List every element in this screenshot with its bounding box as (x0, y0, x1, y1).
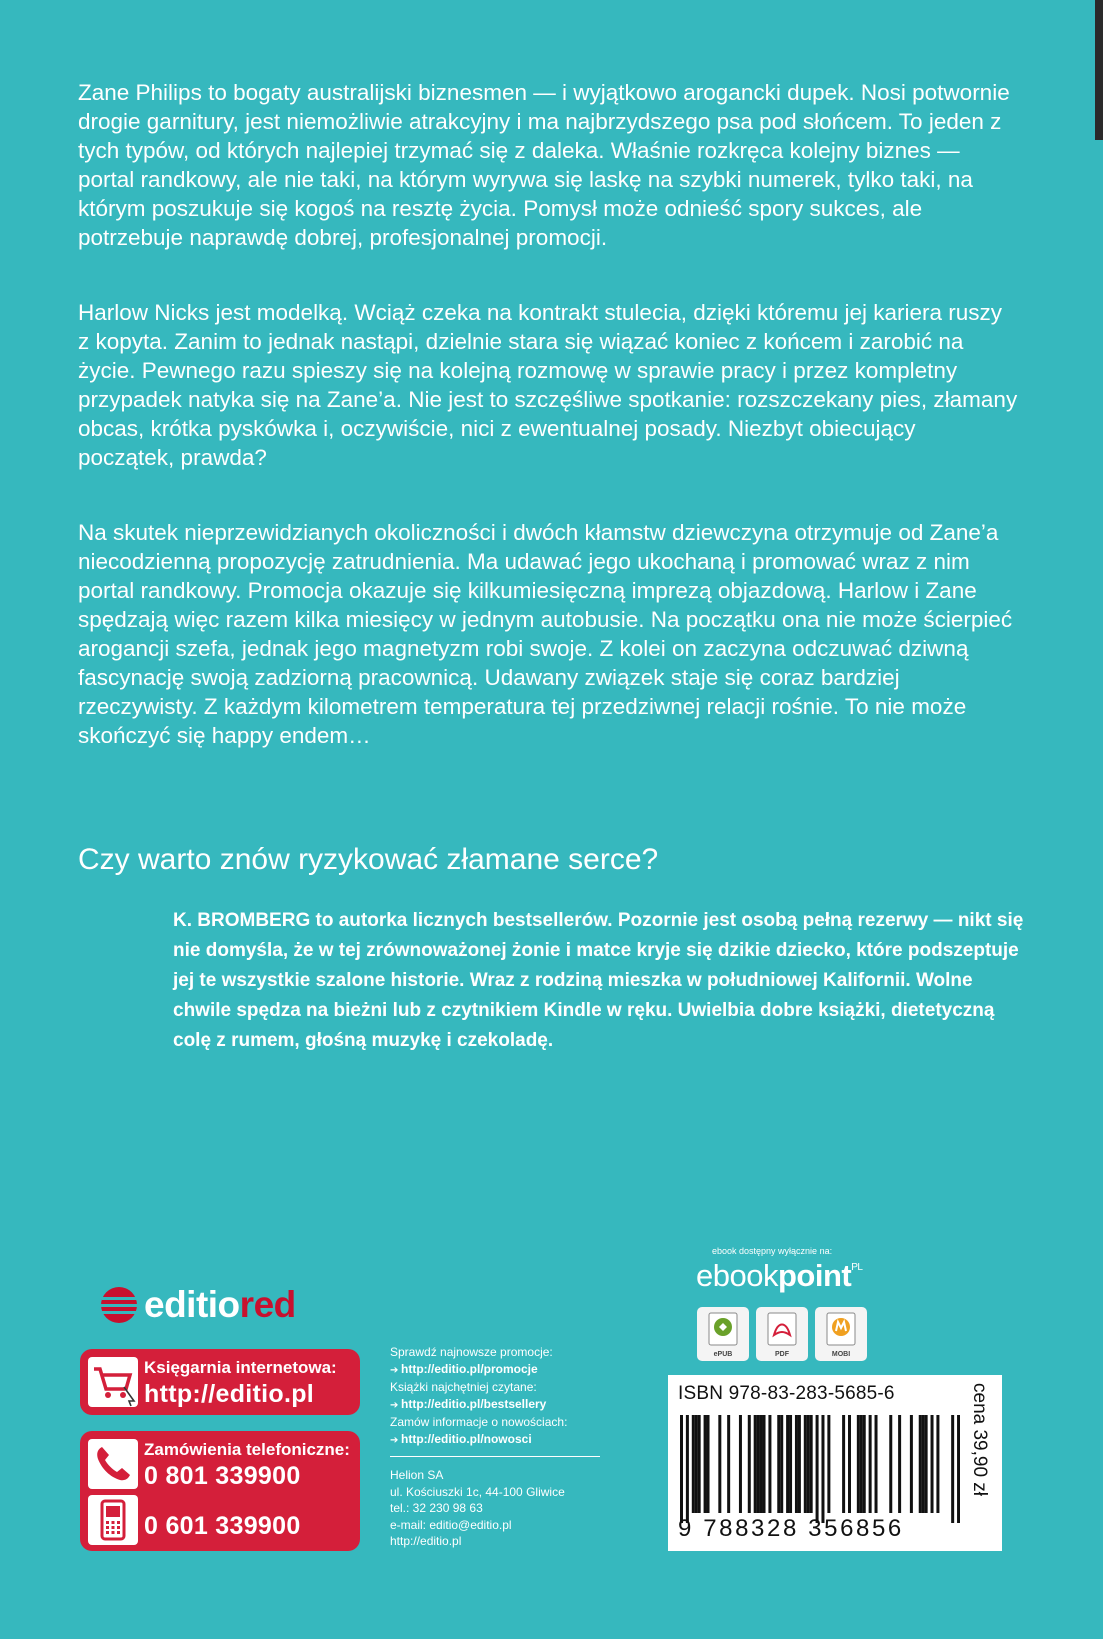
barcode-bar (739, 1415, 742, 1513)
logo-text-editio: editio (144, 1284, 240, 1325)
author-bio-text: to autorka licznych bestsellerów. Pozornie jest osobą pełną rezerwy — nikt się nie domyśla, że w tej zrównoważonej żonie i matce kryje się dzikie dziecko, które podszeptuje jej te wszystkie szalone historie. Wraz z rodziną mieszka w południowej Kalifornii. Wolne chwile spędza na bieżni lub z czytnikiem Kindle w ręku. Uwielbia dobre książki, dietetyczną colę z rumem, głośną muzykę i czekoladę. (173, 910, 1024, 1051)
blurb-paragraph-2: Harlow Nicks jest modelką. Wciąż czeka na kontrakt stulecia, dzięki któremu jej kariera ruszy z kopyta. Zanim to jednak nastąpi, dzielnie stara się wiązać koniec z końcem i zarobić na życie. Pewnego razu spieszy się na kolejną rozmowę w sprawie pracy i przez kompletny przypadek natyka się na Zane’a. Nie jest to szczęśliwe spotkanie: rozszczekany pies, złamany obcas, krótka pyskówka i, oczywiście, nici z ewentualnej posady. Niezbyt obiecujący początek, prawda? (78, 300, 1018, 470)
barcode-bar (910, 1415, 913, 1513)
blurb-paragraph-3: Na skutek nieprzewidzianych okoliczności i dwóch kłamstw dziewczyna otrzymuje od Zane’a niecodzienną propozycję zatrudnienia. Ma udawać jego ukochaną i promować wraz z nim portal randkowy. Promocja okazuje się kilkumiesięczną imprezą objazdową. Harlow i Zane spędzają więc razem kilka miesięcy w jednym autobusie. Na początku ona nie może ścierpieć arogancji szefa, jednak jego magnetyzm robi swoje. Z kolei on zaczyna odczuwać dziwną fascynację swoją zadziorną pracownicą. Udawany związek staje się coraz bardziej rzeczywisty. Z każdym kilometrem temperatura tej przedziwnej relacji rośnie. To nie może skończyć się happy endem… (78, 520, 1013, 748)
promo-line-bestsellers: Książki najchętniej czytane: (390, 1380, 537, 1394)
barcode-bar (760, 1415, 763, 1513)
publisher-info (390, 1344, 600, 1550)
barcode-bar (798, 1415, 801, 1513)
phone-orders-label: Zamówienia telefoniczne: (144, 1440, 350, 1459)
format-epub-icon (697, 1307, 749, 1361)
ebook-availability-note: ebook dostępny wyłącznie na: (712, 1246, 833, 1256)
barcode (680, 1415, 960, 1523)
promo-link-promotions[interactable]: http://editio.pl/promocje (401, 1361, 538, 1376)
barcode-bar (842, 1415, 845, 1513)
barcode-bar (807, 1415, 810, 1513)
barcode-bar (777, 1415, 780, 1513)
barcode-bar (763, 1415, 766, 1513)
barcode-bar (804, 1415, 807, 1513)
barcode-bar (869, 1415, 872, 1513)
barcode-bar (951, 1415, 954, 1523)
editio-logo-icon (100, 1286, 138, 1324)
barcode-bar (919, 1415, 922, 1513)
company-phone: tel.: 32 230 98 63 (390, 1501, 483, 1515)
barcode-bar (795, 1415, 798, 1513)
barcode-bar (757, 1415, 760, 1513)
barcode-bar (936, 1415, 939, 1513)
isbn: ISBN 978-83-283-5685-6 (678, 1383, 895, 1404)
barcode-bar (680, 1415, 683, 1523)
barcode-bar (922, 1415, 925, 1513)
format-epub-label: ePUB (713, 1351, 733, 1358)
barcode-bar (857, 1415, 860, 1513)
barcode-bar (698, 1415, 701, 1513)
arrow-icon: ➔ (390, 1364, 399, 1376)
company-email[interactable]: e-mail: editio@editio.pl (390, 1517, 512, 1532)
ebookpoint-logo-part2: point (777, 1258, 852, 1293)
barcode-panel (668, 1375, 1002, 1551)
company-website[interactable]: http://editio.pl (390, 1534, 462, 1548)
promo-link-bestsellers[interactable]: http://editio.pl/bestsellery (401, 1396, 547, 1411)
barcode-bar (860, 1415, 863, 1513)
barcode-bar (957, 1415, 960, 1523)
barcode-bar (931, 1415, 934, 1513)
barcode-bar (821, 1415, 824, 1523)
shopping-cart-icon (88, 1357, 138, 1407)
phone-icon (88, 1439, 138, 1489)
barcode-bar (695, 1415, 698, 1513)
barcode-bar (898, 1415, 901, 1513)
bookstore-label: Księgarnia internetowa: (144, 1358, 337, 1377)
ebookpoint-logo-sup: PL (851, 1262, 863, 1273)
ebookpoint-logo-part1: ebook (696, 1258, 778, 1293)
arrow-icon: ➔ (390, 1434, 399, 1446)
company-name: Helion SA (390, 1468, 444, 1482)
barcode-bar (727, 1415, 730, 1513)
tagline: Czy warto znów ryzykować złamane serce? (78, 843, 659, 876)
barcode-bar (827, 1415, 830, 1513)
ean-number: 9 788328 356856 (678, 1515, 904, 1542)
company-address: ul. Kościuszki 1c, 44-100 Gliwice (390, 1484, 565, 1499)
barcode-bar (816, 1415, 819, 1523)
promo-link-news[interactable]: http://editio.pl/nowosci (401, 1431, 532, 1446)
online-bookstore-box[interactable] (80, 1349, 360, 1415)
page-edge-shadow (1095, 0, 1103, 140)
barcode-bar (810, 1415, 813, 1513)
barcode-bar (748, 1415, 751, 1513)
barcode-bar (789, 1415, 792, 1513)
barcode-bar (925, 1415, 928, 1513)
barcode-bar (863, 1415, 866, 1513)
phone-number-mobile[interactable]: 0 601 339900 (144, 1512, 301, 1540)
ebookpoint-logo (696, 1258, 862, 1294)
logo-text-red: red (239, 1284, 296, 1325)
barcode-bar (704, 1415, 707, 1513)
author-bio (173, 906, 1033, 1056)
barcode-bar (780, 1415, 783, 1513)
phone-orders-box (80, 1431, 360, 1551)
format-mobi-icon (815, 1307, 867, 1361)
promo-line-news: Zamów informacje o nowościach: (390, 1415, 568, 1429)
barcode-bar (686, 1415, 689, 1523)
price: cena 39,90 zł (969, 1383, 990, 1497)
barcode-bar (889, 1415, 892, 1513)
format-pdf-icon (756, 1307, 808, 1361)
barcode-bar (875, 1415, 878, 1513)
barcode-bar (692, 1415, 695, 1513)
book-blurb (78, 78, 1018, 796)
barcode-bar (718, 1415, 721, 1513)
barcode-bar (848, 1415, 851, 1513)
arrow-icon: ➔ (390, 1399, 399, 1411)
barcode-bar (786, 1415, 789, 1513)
author-name: K. BROMBERG (173, 910, 311, 931)
format-mobi-label: MOBI (831, 1351, 851, 1358)
phone-number-landline[interactable]: 0 801 339900 (144, 1462, 301, 1490)
barcode-bar (754, 1415, 757, 1513)
publisher-logo (100, 1284, 296, 1326)
barcode-bar (768, 1415, 771, 1513)
barcode-bar (707, 1415, 710, 1513)
blurb-paragraph-1: Zane Philips to bogaty australijski biznesmen — i wyjątkowo arogancki dupek. Nosi potwornie drogie garnitury, jest niemożliwie atrakcyjny i ma najbrzydszego psa pod słońcem. To jeden z tych typów, od których najlepiej trzymać się z daleka. Właśnie rozkręca kolejny biznes — portal randkowy, ale nie taki, na którym wyrywa się laskę na szybki numerek, tylko taki, na którym poszukuje się kogoś na resztę życia. Pomysł może odnieść spory sukces, ale potrzebuje naprawdę dobrej, profesjonalnej promocji. (78, 80, 1010, 250)
format-pdf-label: PDF (775, 1351, 789, 1358)
bookstore-url[interactable]: http://editio.pl (144, 1380, 315, 1408)
divider (390, 1456, 600, 1457)
promo-line-promotions: Sprawdź najnowsze promocje: (390, 1345, 553, 1359)
mobile-phone-icon (88, 1495, 138, 1545)
